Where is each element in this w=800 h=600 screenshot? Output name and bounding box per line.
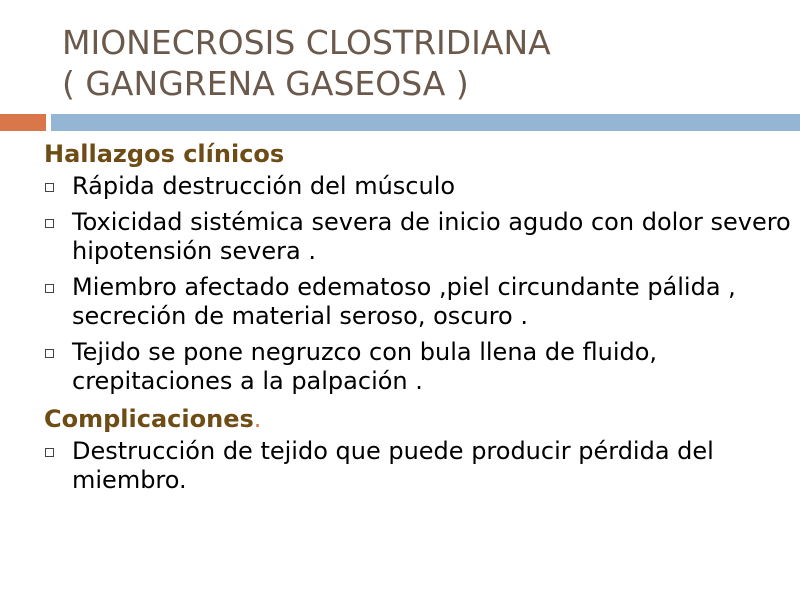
list-item-text: Rápida destrucción del músculo	[72, 172, 456, 200]
bullet-list-complicaciones	[44, 437, 794, 495]
list-item	[44, 208, 794, 266]
slide-title-line-2: ( GANGRENA GASEOSA )	[62, 64, 469, 103]
list-item-text: Miembro afectado edematoso ,piel circundante pálida , secreción de material seroso, oscuro .	[72, 273, 736, 330]
section-heading-hallazgos	[44, 138, 794, 170]
square-bullet-icon	[45, 448, 54, 457]
list-item	[44, 437, 794, 495]
section-heading-complicaciones	[44, 403, 794, 435]
slide-content	[44, 138, 794, 502]
square-bullet-icon	[45, 284, 54, 293]
list-item-text: Destrucción de tejido que puede producir pérdida del miembro.	[72, 437, 714, 494]
square-bullet-icon	[45, 219, 54, 228]
accent-bar-blue	[51, 114, 800, 131]
section-heading-text: Hallazgos clínicos	[44, 140, 285, 168]
slide-title-line-1: MIONECROSIS CLOSTRIDIANA	[62, 23, 551, 62]
section-heading-text: Complicaciones	[44, 405, 254, 433]
list-item-text: Tejido se pone negruzco con bula llena de fluido, crepitaciones a la palpación .	[72, 338, 658, 395]
square-bullet-icon	[45, 183, 54, 192]
section-heading-suffix: .	[253, 405, 262, 433]
square-bullet-icon	[45, 349, 54, 358]
bullet-list-hallazgos	[44, 172, 794, 396]
list-item-text: Toxicidad sistémica severa de inicio agudo con dolor severo hipotensión severa .	[72, 208, 791, 265]
slide-title	[62, 22, 551, 104]
list-item	[44, 338, 794, 396]
accent-bar-orange	[0, 114, 46, 131]
list-item	[44, 273, 794, 331]
list-item	[44, 172, 794, 201]
